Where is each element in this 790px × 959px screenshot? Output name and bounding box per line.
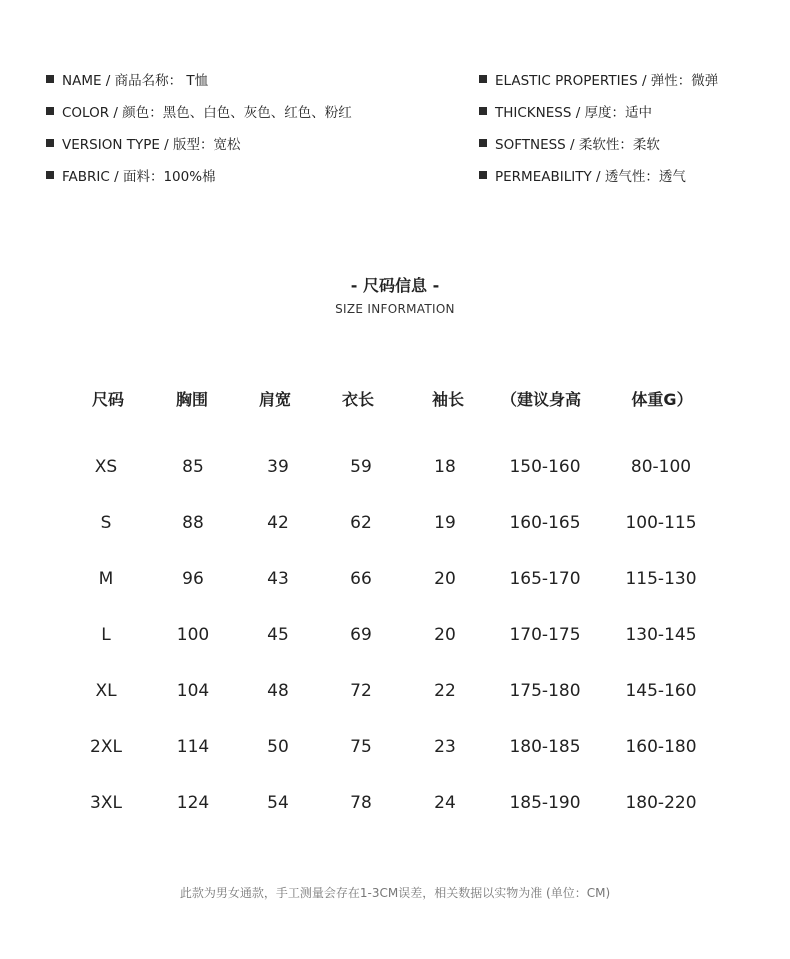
- table-cell: 22: [434, 681, 456, 701]
- bullet-square-icon: [479, 107, 487, 115]
- spec-text: PERMEABILITY / 透气性：透气: [495, 169, 686, 185]
- table-header: （建议身高: [500, 390, 582, 409]
- table-cell: XL: [95, 681, 117, 701]
- table-cell: 130-145: [625, 625, 697, 645]
- table-cell: 150-160: [509, 457, 581, 477]
- bullet-square-icon: [46, 171, 54, 179]
- table-header: 尺码: [91, 390, 125, 409]
- table-cell: 185-190: [509, 793, 581, 813]
- table-cell: S: [100, 513, 112, 533]
- table-cell: 39: [267, 457, 289, 477]
- spec-permeability: [479, 165, 686, 185]
- table-cell: 180-185: [509, 737, 581, 757]
- spec-thickness: [479, 101, 652, 121]
- table-header: 肩宽: [258, 390, 292, 409]
- table-cell: 160-165: [509, 513, 581, 533]
- table-cell: 2XL: [90, 737, 122, 757]
- table-header: 袖长: [431, 390, 465, 409]
- spec-elastic: [479, 69, 718, 89]
- table-cell: 48: [267, 681, 289, 701]
- table-cell: 23: [434, 737, 456, 757]
- spec-text: ELASTIC PROPERTIES / 弹性：微弹: [495, 73, 719, 89]
- table-cell: 45: [267, 625, 289, 645]
- table-cell: 180-220: [625, 793, 697, 813]
- spec-name: [46, 69, 208, 89]
- table-cell: 80-100: [630, 457, 692, 477]
- section-title: - 尺码信息 -: [350, 276, 440, 295]
- table-cell: 66: [350, 569, 372, 589]
- table-cell: 100-115: [625, 513, 697, 533]
- table-cell: 19: [434, 513, 456, 533]
- section-subtitle: SIZE INFORMATION: [335, 302, 455, 316]
- bullet-square-icon: [479, 171, 487, 179]
- spec-color: [46, 101, 352, 121]
- table-cell: 59: [350, 457, 372, 477]
- table-cell: 170-175: [509, 625, 581, 645]
- table-cell: 18: [434, 457, 456, 477]
- table-header: 体重G）: [631, 390, 693, 409]
- spec-text: COLOR / 颜色：黑色、白色、灰色、红色、粉红: [62, 105, 352, 121]
- table-cell: 175-180: [509, 681, 581, 701]
- table-cell: 20: [434, 569, 456, 589]
- table-cell: 96: [182, 569, 204, 589]
- table-cell: 54: [267, 793, 289, 813]
- table-cell: 42: [267, 513, 289, 533]
- spec-fabric: [46, 165, 216, 185]
- spec-version-type: [46, 133, 241, 153]
- table-cell: XS: [94, 457, 118, 477]
- table-cell: 104: [176, 681, 210, 701]
- table-cell: 75: [350, 737, 372, 757]
- table-cell: 115-130: [625, 569, 697, 589]
- bullet-square-icon: [46, 75, 54, 83]
- bullet-square-icon: [46, 107, 54, 115]
- spec-text: THICKNESS / 厚度：适中: [495, 105, 653, 121]
- table-cell: 3XL: [90, 793, 122, 813]
- table-cell: 69: [350, 625, 372, 645]
- bullet-square-icon: [46, 139, 54, 147]
- table-cell: 50: [267, 737, 289, 757]
- table-cell: 100: [176, 625, 210, 645]
- table-cell: 43: [267, 569, 289, 589]
- spec-text: FABRIC / 面料：100%棉: [62, 169, 216, 185]
- table-cell: 85: [182, 457, 204, 477]
- table-cell: 145-160: [625, 681, 697, 701]
- bullet-square-icon: [479, 75, 487, 83]
- spec-text: NAME / 商品名称： T恤: [62, 73, 209, 89]
- table-cell: 72: [350, 681, 372, 701]
- table-cell: 20: [434, 625, 456, 645]
- bullet-square-icon: [479, 139, 487, 147]
- spec-text: VERSION TYPE / 版型：宽松: [62, 137, 241, 153]
- table-cell: 78: [350, 793, 372, 813]
- table-cell: 24: [434, 793, 456, 813]
- table-header: 胸围: [175, 390, 209, 409]
- table-cell: M: [98, 569, 114, 589]
- table-cell: 160-180: [625, 737, 697, 757]
- spec-softness: [479, 133, 660, 153]
- table-cell: 114: [176, 737, 210, 757]
- table-cell: 88: [182, 513, 204, 533]
- table-header: 衣长: [341, 390, 375, 409]
- table-cell: L: [101, 625, 111, 645]
- table-cell: 62: [350, 513, 372, 533]
- spec-text: SOFTNESS / 柔软性：柔软: [495, 137, 660, 153]
- table-cell: 165-170: [509, 569, 581, 589]
- table-cell: 124: [176, 793, 210, 813]
- measurement-note: 此款为男女通款，手工测量会存在1-3CM误差，相关数据以实物为准 (单位：CM): [179, 886, 611, 900]
